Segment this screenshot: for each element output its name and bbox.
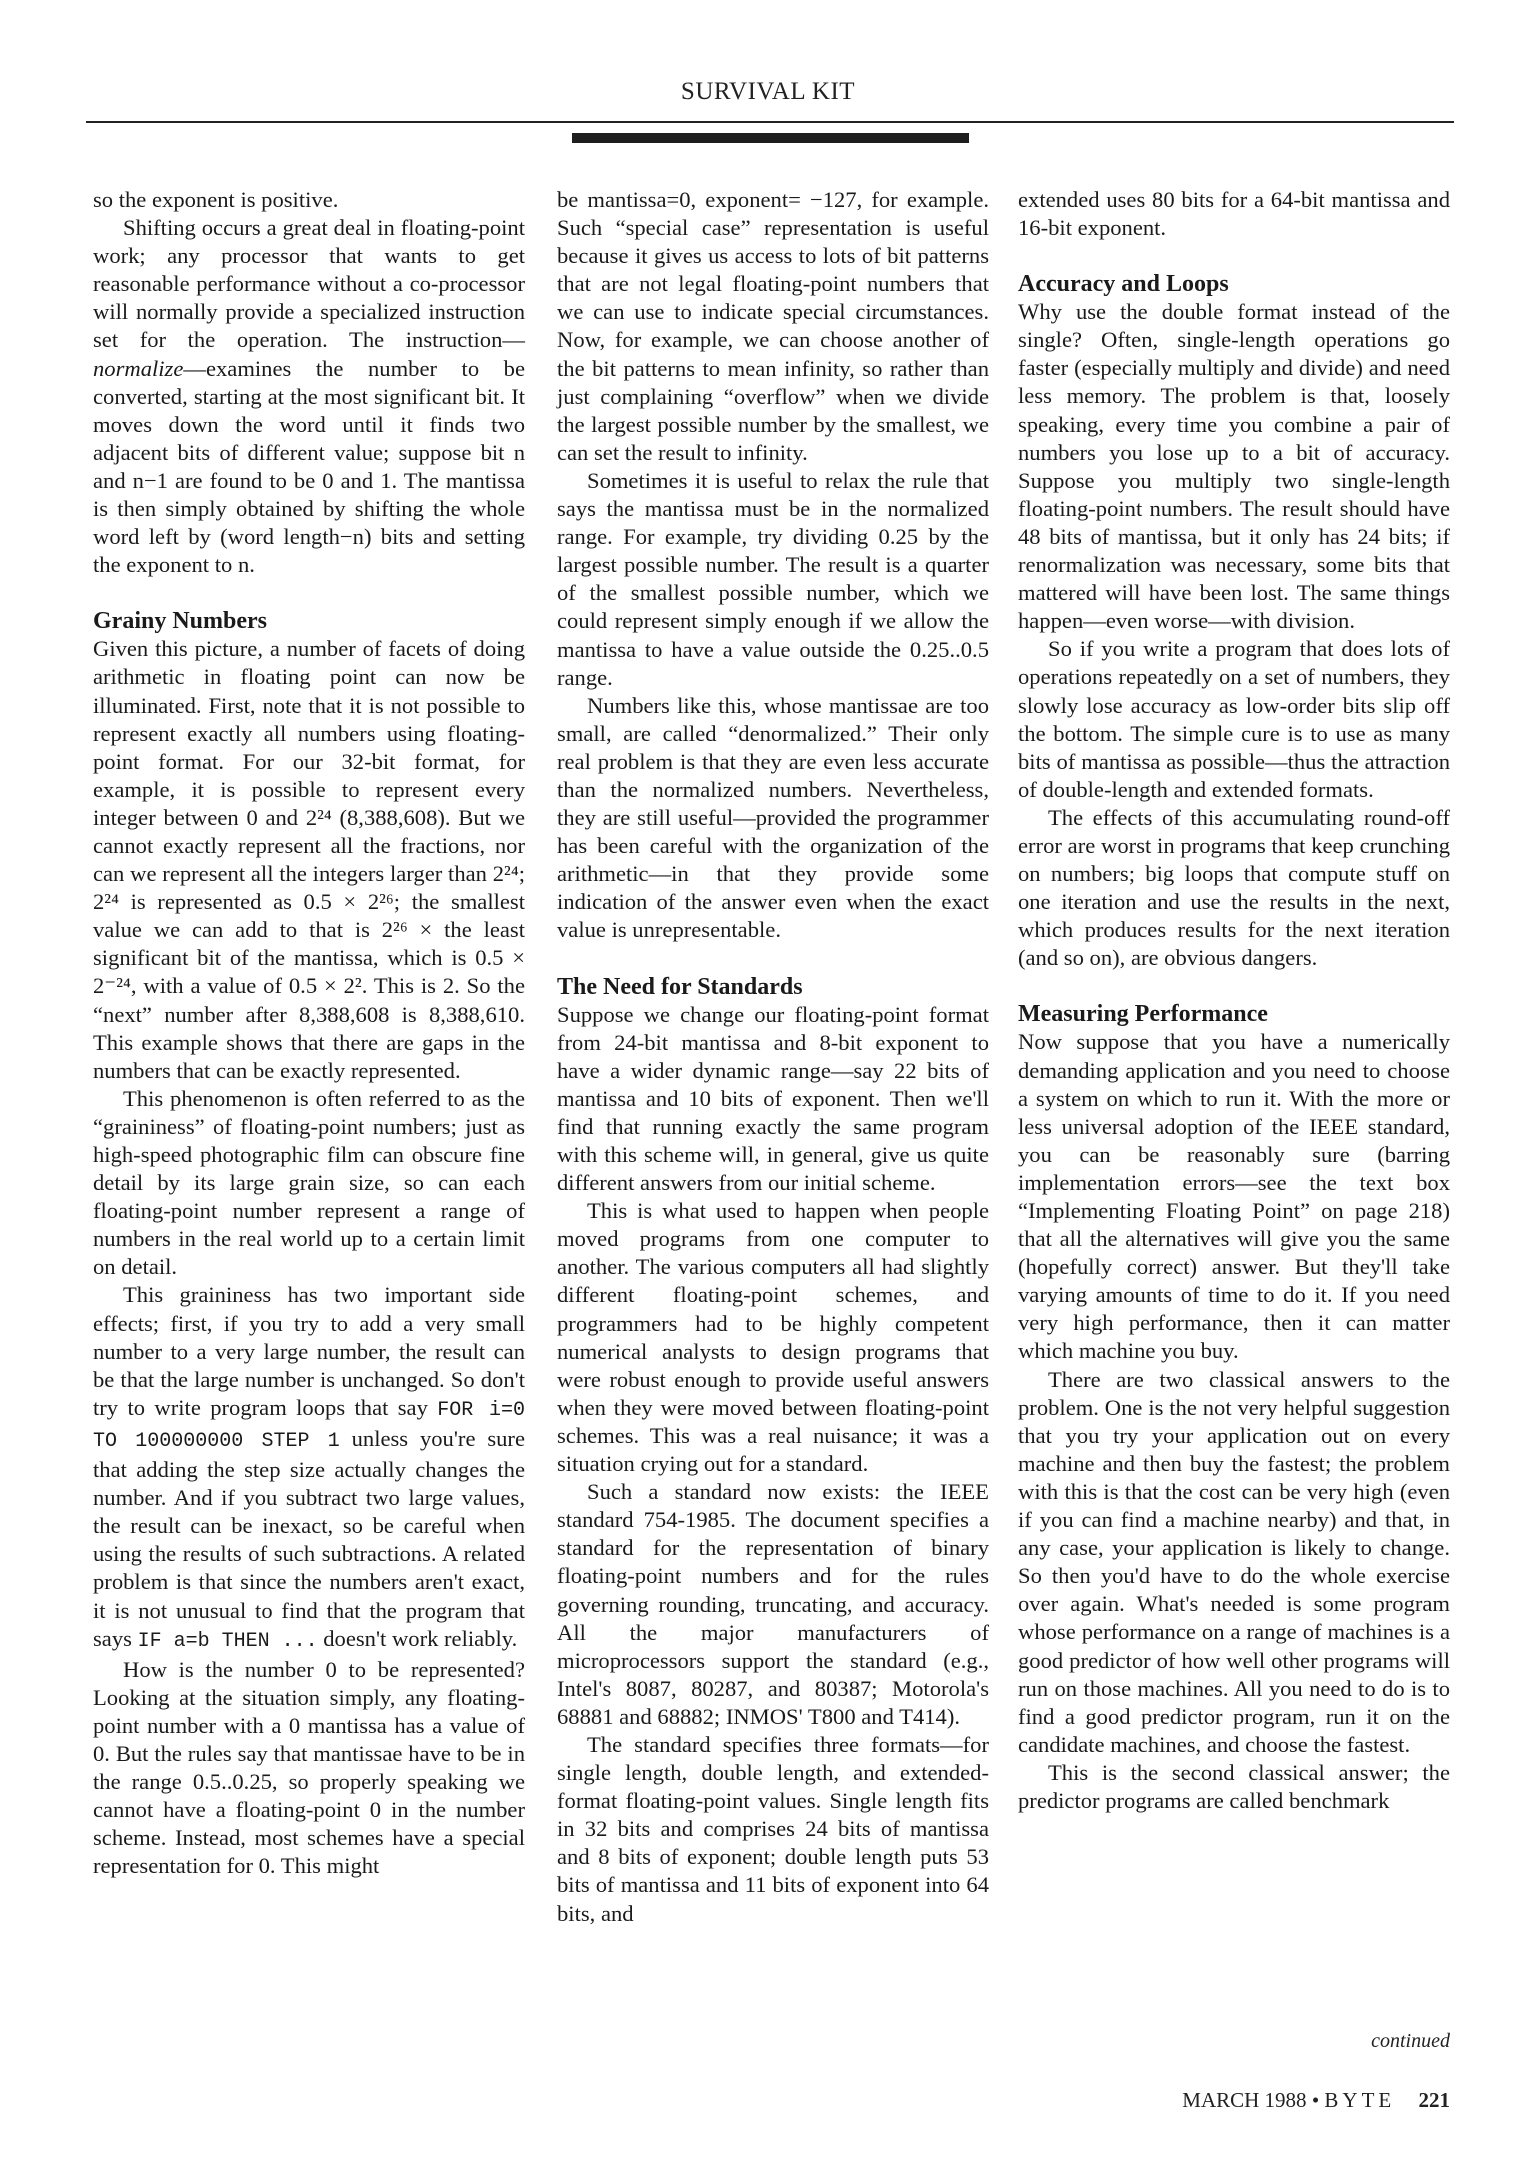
paragraph: This is the second classical answer; the predictor programs are called benchmark bbox=[1018, 1759, 1450, 1813]
paragraph bbox=[93, 214, 525, 579]
page-number: 221 bbox=[1418, 2088, 1450, 2112]
paragraph: Sometimes it is useful to relax the rule that says the mantissa must be in the normalized range. For example, try dividing 0.25 by the largest possible number. The result is a quarter of the smallest possible number, which we could represent simply enough if we allow the mantissa to have a value outside the 0.25..0.5 range. bbox=[557, 467, 989, 690]
paragraph: Given this picture, a number of facets of doing arithmetic in floating point can now be illuminated. First, note that it is not possible to represent exactly all numbers using floating-point format. For our 32-bit format, for example, it is possible to represent every integer between 0 and 2²⁴ (8,388,608). But we cannot exactly represent all the fractions, nor can we represent all the integers larger than 2²⁴; 2²⁴ is represented as 0.5 × 2²⁶; the smallest value we can add to that is 2²⁶ × the least significant bit of the mantissa, which is 0.5 × 2⁻²⁴, with a value of 0.5 × 2². This is 2. So the “next” number after 8,388,608 is 8,388,610. This example shows that there are gaps in the numbers that can be exactly represented. bbox=[93, 636, 525, 1083]
paragraph: How is the number 0 to be represented? Looking at the situation simply, any floating-point number with a 0 mantissa has a value of 0. But the rules say that mantissae have to be in the range 0.5..0.25, so properly speaking we cannot have a floating-point 0 in the number scheme. Instead, most schemes have a special representation for 0. This might bbox=[93, 1656, 525, 1879]
footer-separator: • bbox=[1311, 2088, 1320, 2112]
paragraph: Such a standard now exists: the IEEE standard 754-1985. The document specifies a standard for the representation of binary floating-point numbers and for the rules governing rounding, truncating, and accuracy. All the major manufacturers of microprocessors support the standard (e.g., Intel's 8087, 80287, and 80387; Motorola's 68881 and 68882; INMOS' T800 and T414). bbox=[557, 1479, 989, 1729]
paragraph: Numbers like this, whose mantissae are too small, are called “denormalized.” Their only real problem is that they are even less accurate than the normalized numbers. Nevertheless, they are still useful—provided the programmer has been careful with the organization of the arithmetic—in that they provide some indication of the answer even when the exact value is unrepresentable. bbox=[557, 692, 989, 943]
paragraph: There are two classical answers to the problem. One is the not very helpful suggestion that you try your application out on every machine and then buy the fastest; the problem with this is that the cost can be very high (even if you can find a machine nearby) and that, in any case, your application is likely to change. So then you'd have to do the whole exercise over again. What's needed is some program whose performance on a range of machines is a good predictor of how well other programs will run on those machines. All you need to do is to find a good predictor program, run it on the candidate machines, and choose the fastest. bbox=[1018, 1366, 1450, 1757]
text-run: Shifting occurs a great deal in floating-point work; any processor that wants to get reasonable performance without a co-processor will normally provide a specialized instruction set for the operation. The instruction— bbox=[93, 215, 525, 353]
code-snippet: IF a=b THEN ... bbox=[137, 1629, 318, 1653]
section-heading: Measuring Performance bbox=[1018, 1001, 1268, 1028]
text-run: This graininess has two important side effects; first, if you try to add a very small number to a very large number, the result can be that the large number is unchanged. So don't try to write program loops that say bbox=[93, 1282, 525, 1420]
section-heading: Accuracy and Loops bbox=[1018, 271, 1229, 298]
paragraph: Why use the double format instead of the single? Often, single-length operations go faster (especially multiply and divide) and need less memory. The problem is that, loosely speaking, every time you combine a pair of numbers you lose up to a bit of accuracy. Suppose you multiply two single-length floating-point numbers. The result should have 48 bits of mantissa, but it only has 24 bits; if renormalization was necessary, some bits that mattered will have been lost. The same things happen—even worse—with division. bbox=[1018, 299, 1450, 634]
magazine-name: BYTE bbox=[1324, 2088, 1396, 2112]
section-heading: Grainy Numbers bbox=[93, 608, 267, 635]
header-bar bbox=[572, 133, 969, 143]
running-head: SURVIVAL KIT bbox=[680, 78, 856, 105]
code-snippet: FOR i=0 TO 100000000 STEP 1 bbox=[93, 1398, 525, 1453]
text-run: unless you're sure that adding the step size actually changes the number. And if you subtract two large values, the result can be inexact, so be careful when using the results of such subtractions. A related problem is that since the numbers aren't exact, it is not unusual to find that the program that says bbox=[93, 1425, 525, 1651]
paragraph: The standard specifies three formats—for single length, double length, and extended-format floating-point values. Single length fits in 32 bits and comprises 24 bits of mantissa and 8 bits of exponent; double length puts 53 bits of mantissa and 11 bits of exponent into 64 bits, and bbox=[557, 1731, 989, 1926]
italic-term: normalize bbox=[93, 355, 184, 381]
column-left bbox=[93, 186, 525, 1880]
paragraph: The effects of this accumulating round-off error are worst in programs that keep crunching on numbers; big loops that compute stuff on one iteration and use the results in the next, which produces results for the next iteration (and so on), are obvious dangers. bbox=[1018, 804, 1450, 971]
text-run: —examines the number to be converted, starting at the most significant bit. It moves down the word until it finds two adjacent bits of different value; suppose bit n and n−1 are found to be 0 and 1. The mantissa is then simply obtained by shifting the whole word left by (word length−n) bits and setting the exponent to n. bbox=[93, 355, 525, 578]
page-footer bbox=[1018, 2088, 1450, 2113]
paragraph: This is what used to happen when people moved programs from one computer to another. The various computers all had slightly different floating-point schemes, and programmers had to be highly competent numerical analysts to design programs that were robust enough to provide useful answers when they were moved between floating-point schemes. This was a real nuisance; it was a situation crying out for a standard. bbox=[557, 1198, 989, 1477]
paragraph: So if you write a program that does lots of operations repeatedly on a set of numbers, they slowly lose accuracy as low-order bits slip off the bottom. The simple cure is to use as many bits of mantissa as possible—thus the attraction of double-length and extended formats. bbox=[1018, 636, 1450, 802]
paragraph: be mantissa=0, exponent= −127, for example. Such “special case” representation is useful because it gives us access to lots of bit patterns that are not legal floating-point numbers that we can use to indicate special circumstances. Now, for example, we can choose another of the bit patterns to mean infinity, so rather than just complaining “overflow” when we divide the largest possible number by the smallest, we can set the result to infinity. bbox=[557, 187, 989, 465]
section-heading: The Need for Standards bbox=[557, 973, 803, 1000]
paragraph: so the exponent is positive. bbox=[93, 187, 339, 212]
issue-date: MARCH 1988 bbox=[1182, 2088, 1307, 2112]
paragraph: extended uses 80 bits for a 64-bit mantissa and 16-bit exponent. bbox=[1018, 187, 1450, 241]
paragraph: Suppose we change our floating-point format from 24-bit mantissa and 8-bit exponent to have a wider dynamic range—say 22 bits of mantissa and 10 bits of exponent. Then we'll find that running exactly the same program with this scheme will, in general, give us quite different answers from our initial scheme. bbox=[557, 1001, 989, 1196]
continued-label: continued bbox=[1371, 2030, 1450, 2052]
paragraph: This phenomenon is often referred to as the “graininess” of floating-point numbers; just as high-speed photographic film can obscure fine detail by its large grain size, so can each floating-point number represent a range of numbers in the real world up to a certain limit on detail. bbox=[93, 1085, 525, 1280]
text-run: doesn't work reliably. bbox=[317, 1625, 518, 1651]
paragraph: Now suppose that you have a numerically demanding application and you need to choose a system on which to run it. With the more or less universal adoption of the IEEE standard, you can be reasonably sure (barring implementation errors—see the text box “Implementing Floating Point” on page 218) that all the alternatives will give you the same (hopefully correct) answer. But they'll take varying amounts of time to do it. If you need very high performance, then it can matter which machine you buy. bbox=[1018, 1029, 1450, 1364]
paragraph bbox=[93, 1281, 525, 1655]
column-right bbox=[1018, 186, 1450, 1815]
header-rule bbox=[86, 121, 1454, 123]
column-middle bbox=[557, 186, 989, 1928]
